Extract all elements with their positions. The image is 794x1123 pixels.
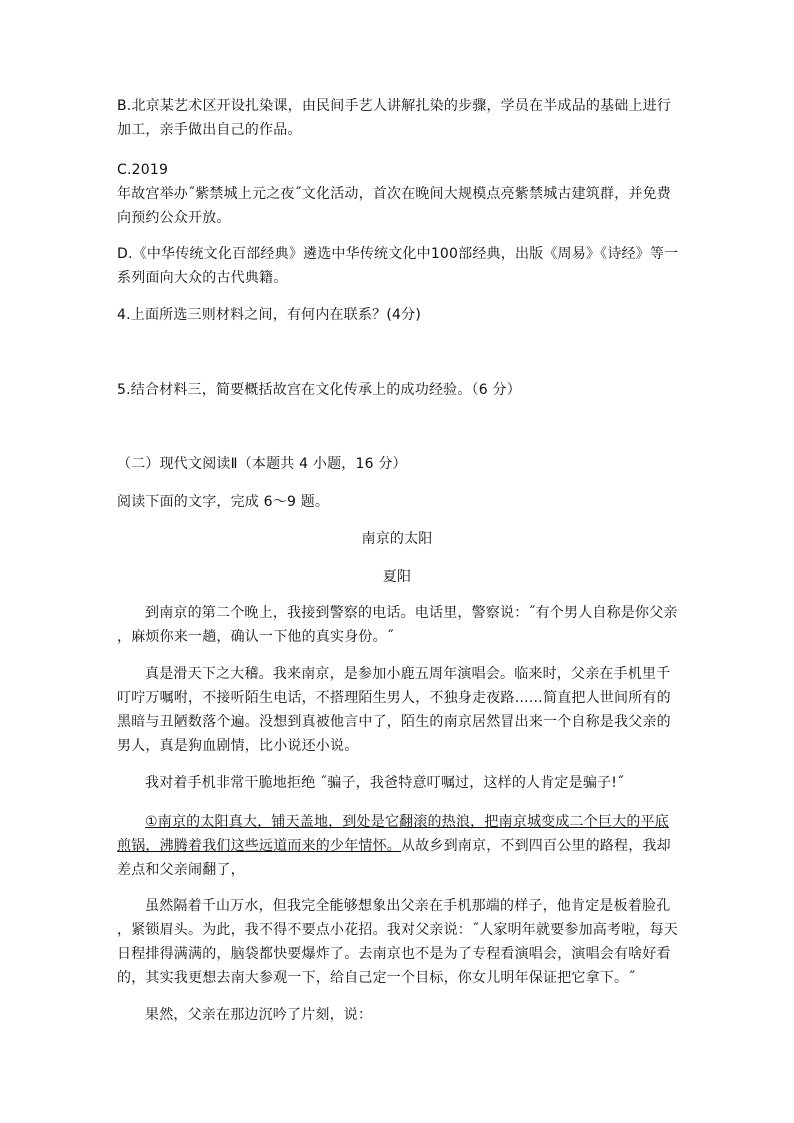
paragraph-2-line-2: 叮咛万嘱咐，不接听陌生电话，不搭理陌生男人，不独身走夜路……简直把人世间所有的 — [117, 690, 671, 706]
article-paragraph-3 — [117, 771, 677, 795]
article-paragraph-4 — [117, 810, 677, 882]
paragraph-1-line-1: 到南京的第二个晚上，我接到警察的电话。电话里，警察说：˝有个男人自称是你父亲 — [145, 605, 678, 621]
paragraph-2-line-3: 黑暗与丑陋数落个遍。没想到真被他言中了，陌生的南京居然冒出来一个自称是我父亲的 — [117, 714, 671, 730]
paragraph-5-line-4: 的，其实我更想去南大参观一下，给自己定一个目标，你女儿明年保证把它拿下。˝ — [117, 970, 636, 986]
section-heading: （二）现代文阅读Ⅱ（本题共 4 小题，16 分） — [117, 456, 407, 472]
option-c-line-2: 年故宫举办˝紫禁城上元之夜˝文化活动，首次在晚间大规模点亮紫禁城古建筑群，并免费 — [117, 186, 671, 202]
paragraph-4-line-2-rest: 从故乡到南京，不到四百公里的路程，我却 — [401, 838, 671, 854]
article-paragraph-6 — [117, 1003, 677, 1027]
paragraph-2-line-1: 真是滑天下之大稽。我来南京，是参加小鹿五周年演唱会。临来时，父亲在手机里千 — [145, 666, 671, 682]
article-paragraph-5 — [117, 894, 677, 990]
option-c-line-3: 向预约公众开放。 — [117, 210, 231, 226]
article-paragraph-1 — [117, 601, 677, 649]
paragraph-5-line-1: 虽然隔着千山万水，但我完全能够想象出父亲在手机那端的样子，他肯定是板着脸孔 — [145, 898, 671, 914]
option-c — [117, 158, 677, 230]
paragraph-1-line-2: ，麻烦你来一趟，确认一下他的真实身份。˝ — [117, 629, 394, 645]
question-5: 5.结合材料三，简要概括故宫在文化传承上的成功经验。（6 分） — [117, 382, 521, 398]
option-d-line-2: 系列面向大众的古代典籍。 — [117, 270, 288, 286]
paragraph-4-line-3: 差点和父亲闹翻了， — [117, 862, 245, 878]
question-4: 4.上面所选三则材料之间，有何内在联系？(4分) — [117, 307, 421, 323]
option-d-line-1: D.《中华传统文化百部经典》遴选中华传统文化中100部经典，出版《周易》《诗经》等一 — [117, 246, 679, 262]
article-paragraph-2 — [117, 662, 677, 758]
option-d — [117, 242, 677, 290]
paragraph-2-line-4: 男人，真是狗血剧情，比小说还小说。 — [117, 738, 359, 754]
option-b-line-1: B.北京某艺术区开设扎染课，由民间手艺人讲解扎染的步骤，学员在半成品的基础上进行 — [117, 98, 672, 114]
article-title: 南京的太阳 — [361, 531, 433, 547]
paragraph-3-line-1: 我对着手机非常干脆地拒绝 ˝骗子，我爸特意叮嘱过，这样的人肯定是骗子!˝ — [145, 775, 625, 791]
option-b — [117, 94, 677, 142]
section-instruction: 阅读下面的文字，完成 6～9 题。 — [117, 494, 330, 510]
option-c-line-1: C.2019 — [117, 162, 169, 178]
paragraph-5-line-3: 日程排得满满的，脑袋都快要爆炸了。去南京也不是为了专程看演唱会，演唱会有啥好看 — [117, 946, 671, 962]
option-b-line-2: 加工，亲手做出自己的作品。 — [117, 122, 302, 138]
underlined-sentence-part-1: ①南京的太阳真大，铺天盖地，到处是它翻滚的热浪，把南京城变成二个巨大的平底 — [145, 814, 669, 830]
article-author: 夏阳 — [382, 569, 412, 585]
paragraph-6-line-1: 果然，父亲在那边沉吟了片刻，说： — [145, 1007, 373, 1023]
underlined-sentence-part-2: 煎锅，沸腾着我们这些远道而来的少年情怀。 — [117, 838, 401, 854]
paragraph-5-line-2: ，紧锁眉头。为此，我不得不要点小花招。我对父亲说：˝人家明年就要参加高考啦，每天 — [117, 922, 678, 938]
